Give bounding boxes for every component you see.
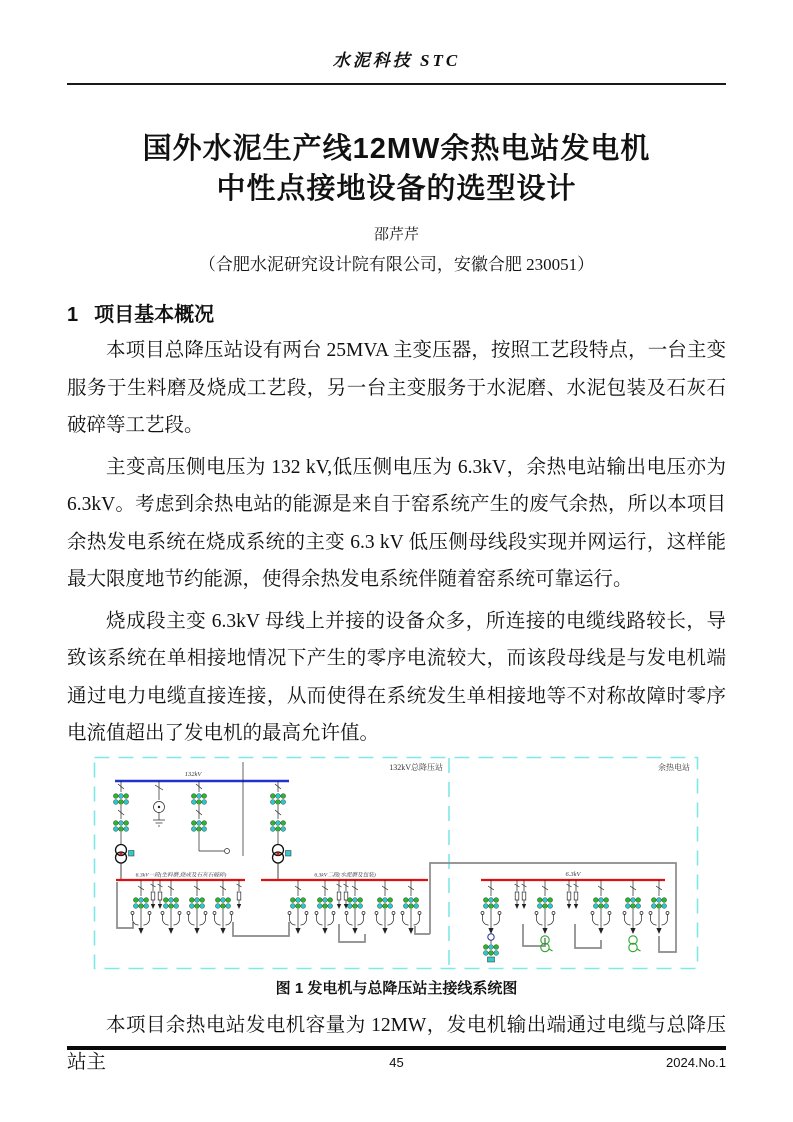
header-rule — [67, 83, 726, 85]
section-1 — [67, 302, 726, 753]
main-transformer-2 — [273, 844, 292, 880]
generator-icon — [629, 935, 641, 951]
bus3-label: 6.3kV — [565, 870, 581, 878]
generator-bay — [483, 933, 640, 961]
section-heading — [67, 302, 726, 328]
figure-caption: 图 1 发电机与总降压站主接线系统图 — [275, 979, 518, 997]
figure-single-line-diagram — [93, 756, 701, 971]
main-transformer-1 — [116, 844, 135, 880]
section-title: 项目基本概况 — [94, 304, 215, 326]
affiliation: （合肥水泥研究设计院有限公司，安徽合肥 230051） — [198, 255, 595, 274]
paragraph-4: 本项目余热电站发电机容量为 12MW，发电机输出端通过电缆与总降压站主 — [67, 1014, 726, 1073]
page-number: 45 — [389, 1055, 404, 1070]
section-number: 1 — [67, 304, 79, 326]
journal-title: 水泥科技 STC — [332, 51, 461, 70]
bus2-label: 6.3kV二段(水泥磨及包装) — [314, 872, 376, 878]
issue-label: 2024.No.1 — [666, 1055, 726, 1070]
paragraph-3: 烧成段主变 6.3kV 母线上并接的设备众多，所连接的电缆线路较长，导致该系统在单相接地情况下产生的零序电流较大，而该段母线是与发电机端通过电力电缆直接连接，从而使得在系统发生单相接地等不对称故障时零序电流值超出了发电机的最高允许值。 — [67, 610, 726, 744]
footer-rule — [67, 1046, 726, 1050]
region-label-substation: 132kV总降压站 — [389, 762, 443, 772]
paragraph-1: 本项目总降压站设有两台 25MVA 主变压器，按照工艺段特点，一台主变服务于生料磨及烧成工艺段，另一台主变服务于水泥磨、水泥包装及石灰石破碎等工艺段。 — [67, 340, 726, 436]
feeders-bus1 — [131, 880, 242, 934]
bus1-label: 6.3kV一段(生料磨,烧成及石灰石破碎) — [135, 872, 227, 878]
title-line-2: 中性点接地设备的选型设计 — [216, 173, 577, 205]
paragraph-2: 主变高压侧电压为 132 kV,低压侧电压为 6.3kV，余热电站输出电压亦为 6.3kV。考虑到余热电站的能源是来自于窑系统产生的废气余热，所以本项目余热发电系统在烧成系统的主变 6.3 kV 低压侧母线段实现并网运行，这样能最大限度地节约能源，使得余热发电系统伴随着窑系统可靠运行。 — [67, 456, 726, 590]
article-title — [67, 129, 726, 209]
bus-132kv-label: 132kV — [184, 770, 202, 778]
generator-icon — [541, 935, 553, 951]
region-label-whr-plant: 余热电站 — [658, 762, 690, 772]
author: 邵芹芹 — [373, 227, 419, 243]
feeders-bus2 — [288, 880, 421, 934]
title-line-1: 国外水泥生产线12MW余热电站发电机 — [142, 133, 651, 165]
